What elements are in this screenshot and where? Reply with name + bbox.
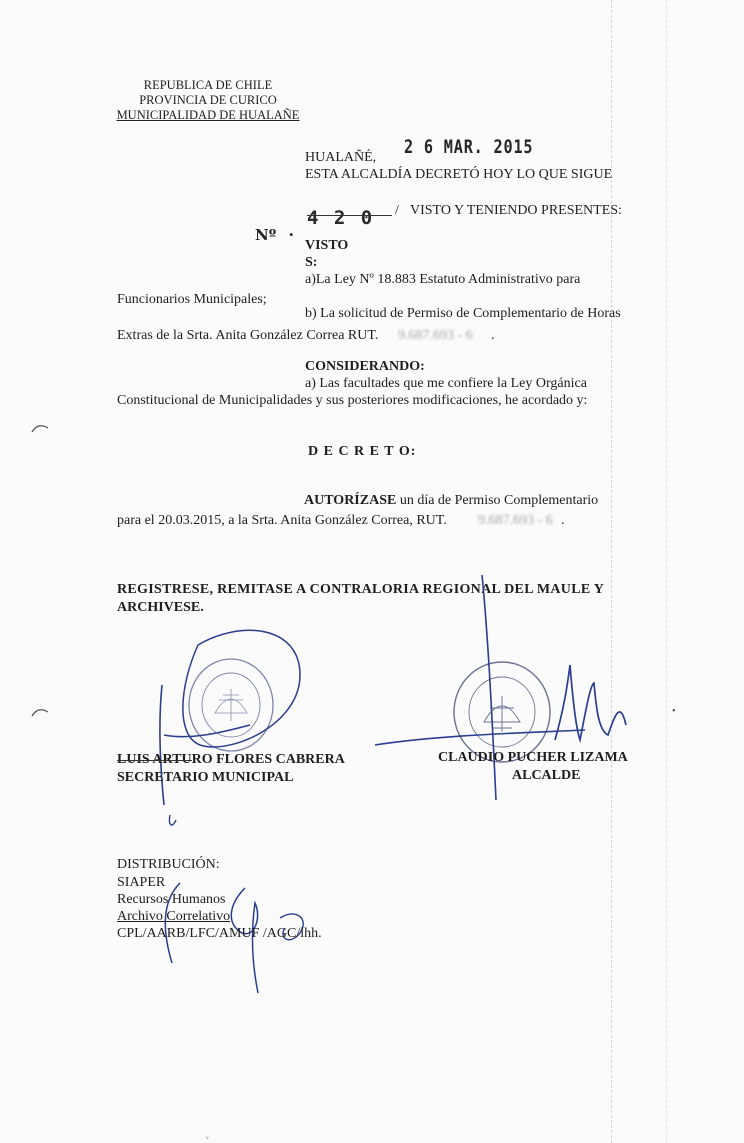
distribution-item: Archivo Correlativo <box>117 909 231 924</box>
place-label: HUALAÑÉ, <box>305 150 377 165</box>
visto-b-line2: Extras de la Srta. Anita González Correa RUT. <box>117 328 379 343</box>
rut-masked: 9.687.693 - 6 <box>398 328 473 343</box>
period: . <box>561 513 565 528</box>
visto-a-line2: Funcionarios Municipales; <box>117 292 267 307</box>
signer-right-name: CLAUDIO PUCHER LIZAMA <box>438 750 628 765</box>
distribution-item: SIAPER <box>117 875 166 890</box>
distribution-initials: CPL/AARB/LFC/AMUF /AGC/lhh. <box>117 926 322 941</box>
visto-a-line1: a)La Ley Nº 18.883 Estatuto Administrativo para <box>305 272 581 287</box>
considerando-line1: a) Las facultades que me confiere la Ley Orgánica <box>305 376 587 391</box>
header-block <box>114 78 302 123</box>
date-stamp: 2 6 MAR. 2015 <box>404 136 534 158</box>
autoriza-rest: un día de Permiso Complementario <box>396 493 599 508</box>
signature-left <box>150 615 320 830</box>
decreto-heading: D E C R E T O: <box>308 444 417 459</box>
header-country: REPUBLICA DE CHILE <box>143 78 273 92</box>
decree-number-label: Nº <box>255 226 277 244</box>
decree-dot: . <box>289 220 294 240</box>
visto-b-line1: b) La solicitud de Permiso de Complementario de Horas <box>305 306 621 321</box>
distribution-heading: DISTRIBUCIÓN: <box>117 857 220 872</box>
vistos-line2: S: <box>305 255 318 270</box>
decree-number-rule <box>307 215 392 216</box>
slash: / <box>395 203 399 218</box>
decree-number: 4 2 0 <box>307 207 375 229</box>
signer-right-title: ALCALDE <box>512 768 581 783</box>
autoriza-line1 <box>304 493 598 509</box>
pen-mark: ᵥ <box>206 1130 209 1140</box>
considerando-heading: CONSIDERANDO: <box>305 359 425 374</box>
signer-left-name: LUIS ARTURO FLORES CABRERA <box>117 752 345 767</box>
visto-heading: VISTO Y TENIENDO PRESENTES: <box>410 203 622 218</box>
considerando-line2: Constitucional de Municipalidades y sus posteriores modificaciones, he acordado y: <box>117 393 588 408</box>
hole-punch-marks <box>28 420 58 740</box>
scan-edge-line <box>666 0 667 1143</box>
header-province: PROVINCIA DE CURICO <box>139 93 277 107</box>
autoriza-line2: para el 20.03.2015, a la Srta. Anita González Correa, RUT. <box>117 513 447 528</box>
registrese-line2: ARCHIVESE. <box>117 600 204 615</box>
signer-left-title: SECRETARIO MUNICIPAL <box>117 770 294 785</box>
pen-dot: • <box>672 706 676 717</box>
autoriza-word: AUTORÍZASE <box>304 493 397 508</box>
distribution-item: Recursos Humanos <box>117 892 226 907</box>
registrese-line1: REGISTRESE, REMITASE A CONTRALORIA REGIONAL DEL MAULE Y <box>117 582 605 597</box>
rut-masked: 9.687.693 - 6 <box>478 513 553 528</box>
period: . <box>491 328 495 343</box>
signature-right <box>370 565 680 835</box>
intro-line: ESTA ALCALDÍA DECRETÓ HOY LO QUE SIGUE <box>305 167 613 182</box>
signer-left-strike <box>117 760 192 761</box>
vistos-line1: VISTO <box>305 238 349 253</box>
municipal-seal-left <box>185 655 277 755</box>
header-municipality: MUNICIPALIDAD DE HUALAÑE <box>116 108 300 122</box>
